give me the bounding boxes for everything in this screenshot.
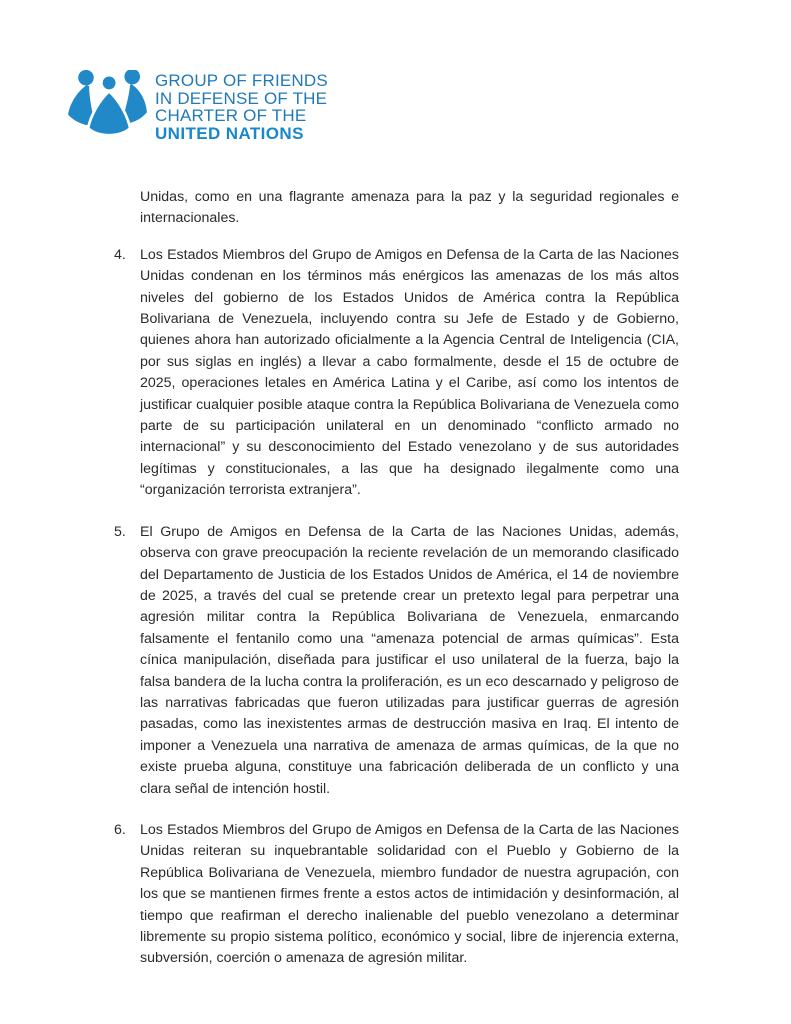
logo-line-1: GROUP OF FRIENDS xyxy=(155,71,328,90)
logo-line-2: IN DEFENSE OF THE xyxy=(155,88,328,108)
numbered-paragraph-5 xyxy=(114,522,679,800)
logo-line-3: CHARTER OF THE xyxy=(155,106,307,126)
logo-line-4: UNITED NATIONS xyxy=(155,123,304,143)
paragraph-text: Los Estados Miembros del Grupo de Amigos en Defensa de la Carta de las Naciones Unidas reiteran su inquebrantable solidaridad con el Pueblo y Gobierno de la República Bolivariana de Venezuela, miembro fundador de nuestra agrupación, con los que se mantienen firmes frente a estos actos de intimidación y desinformación, al tiempo que reafirman el derecho inalienable del pueblo venezolano a determinar libremente su propio sistema político, económico y social, libre de injerencia externa, subversión, coerción o amenaza de agresión militar. xyxy=(140,821,679,967)
group-of-friends-logo-icon xyxy=(66,70,148,140)
paragraph-number: 6. xyxy=(114,821,126,838)
org-logo xyxy=(66,70,328,142)
paragraph-number: 5. xyxy=(114,523,126,540)
org-logo-wordmark xyxy=(155,72,328,142)
numbered-paragraph-4 xyxy=(114,245,679,502)
document-body xyxy=(114,187,679,970)
paragraph-text: Los Estados Miembros del Grupo de Amigos en Defensa de la Carta de las Naciones Unidas condenan en los términos más enérgicos las amenazas de los más altos niveles del gobierno de los Estados Unidos de América contra la República Bolivariana de Venezuela, incluyendo contra su Jefe de Estado y de Gobierno, quienes ahora han autorizado oficialmente a la Agencia Central de Inteligencia (CIA, por sus siglas en inglés) a llevar a cabo formalmente, desde el 15 de octubre de 2025, operaciones letales en América Latina y el Caribe, así como los intentos de justificar cualquier posible ataque contra la República Bolivariana de Venezuela como parte de su participación unilateral en un denominado “conflicto armado no internacional” y su desconocimiento del Estado venezolano y de sus autoridades legítimas y constitucionales, a las que ha designado ilegalmente como una “organización terrorista extranjera”. xyxy=(140,246,679,499)
paragraph-continuation: Unidas, como en una flagrante amenaza para la paz y la seguridad regionales e internacionales. xyxy=(140,189,679,227)
numbered-paragraph-6 xyxy=(114,820,679,970)
paragraph-text: El Grupo de Amigos en Defensa de la Carta de las Naciones Unidas, además, observa con grave preocupación la reciente revelación de un memorando clasificado del Departamento de Justicia de los Estados Unidos de América, el 14 de noviembre de 2025, a través del cual se pretende crear un pretexto legal para perpetrar una agresión militar contra la República Bolivariana de Venezuela, enmarcando falsamente el fentanilo como una “amenaza potencial de armas químicas”. Esta cínica manipulación, diseñada para justificar el uso unilateral de la fuerza, bajo la falsa bandera de la lucha contra la proliferación, es un eco descarnado y peligroso de las narrativas fabricadas que fueron utilizadas para justificar guerras de agresión pasadas, como las inexistentes armas de destrucción masiva en Iraq. El intento de imponer a Venezuela una narrativa de amenaza de armas químicas, de la que no existe prueba alguna, constituye una fabricación deliberada de un conflicto y una clara señal de intención hostil. xyxy=(140,523,679,797)
paragraph-number: 4. xyxy=(114,246,126,263)
